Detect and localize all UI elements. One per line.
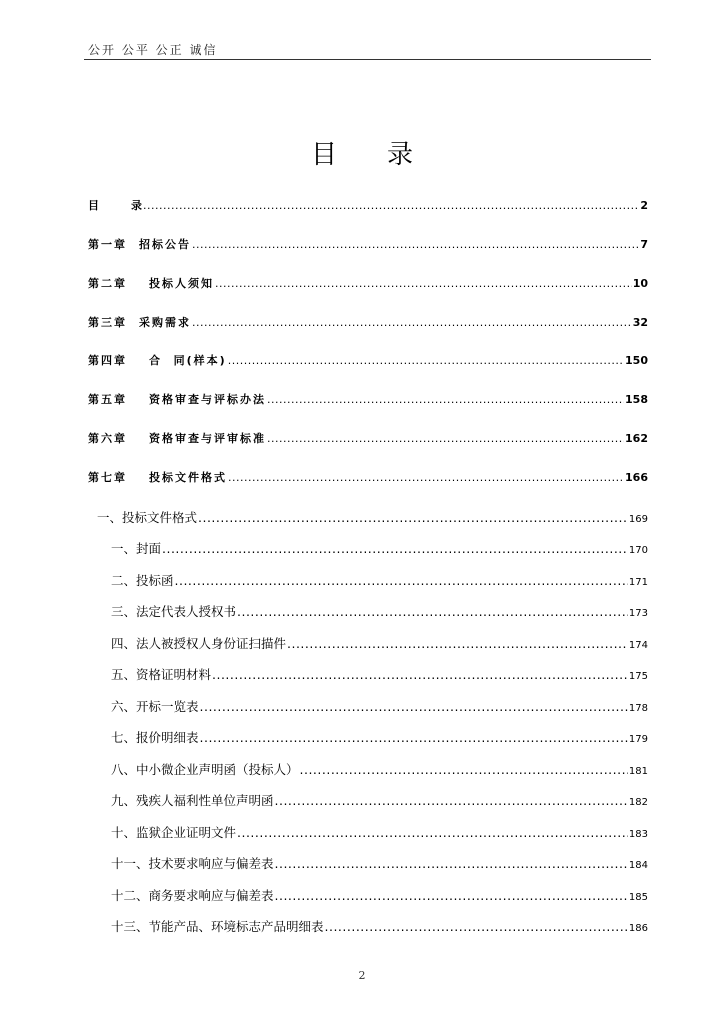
toc-entry-chapter-6[interactable] bbox=[88, 430, 648, 446]
dot-leader bbox=[275, 793, 628, 808]
item-title: 十二、商务要求响应与偏差表 bbox=[111, 888, 274, 903]
toc-entry-chapter-7[interactable] bbox=[88, 469, 648, 485]
page-number: 170 bbox=[628, 545, 648, 556]
item-title: 十、监狱企业证明文件 bbox=[111, 825, 237, 840]
page-number: 179 bbox=[628, 734, 648, 745]
header-motto: 公开 公平 公正 诚信 bbox=[88, 43, 218, 57]
toc-title-char-2: 录 bbox=[387, 140, 464, 170]
toc-entry-section[interactable] bbox=[97, 508, 648, 526]
item-title: 六、开标一览表 bbox=[111, 699, 199, 714]
item-title: 三、法定代表人授权书 bbox=[111, 604, 237, 619]
page-number: 158 bbox=[625, 393, 648, 406]
dot-leader bbox=[275, 856, 628, 871]
dot-leader bbox=[237, 825, 628, 840]
toc-entry-chapter-5[interactable] bbox=[88, 391, 648, 407]
toc-entry-chapter-1[interactable] bbox=[88, 236, 648, 252]
page-number: 181 bbox=[628, 766, 648, 777]
dot-leader bbox=[143, 199, 639, 212]
toc-entry-item[interactable] bbox=[111, 602, 648, 620]
dot-leader bbox=[192, 238, 639, 251]
toc-title-char-1: 目 bbox=[310, 140, 387, 170]
dot-leader bbox=[200, 730, 628, 745]
page-number: 32 bbox=[632, 316, 648, 329]
page-number: 175 bbox=[628, 671, 648, 682]
toc-entry-item[interactable] bbox=[111, 634, 648, 652]
toc-entry-item[interactable] bbox=[111, 665, 648, 683]
toc-entry-chapter-3[interactable] bbox=[88, 314, 648, 330]
dot-leader bbox=[198, 510, 628, 525]
toc-entry-contents[interactable] bbox=[88, 197, 648, 213]
item-title: 二、投标函 bbox=[111, 573, 174, 588]
toc-entry-item[interactable] bbox=[111, 823, 648, 841]
toc-entry-item[interactable] bbox=[111, 886, 648, 904]
toc-entry-chapter-2[interactable] bbox=[88, 275, 648, 291]
toc-entry-item[interactable] bbox=[111, 854, 648, 872]
chapter-number: 第二章 bbox=[88, 277, 127, 290]
item-title: 十三、节能产品、环境标志产品明细表 bbox=[111, 919, 324, 934]
chapter-title: 合 同(样本) bbox=[149, 354, 227, 367]
dot-leader bbox=[212, 667, 628, 682]
dot-leader bbox=[275, 888, 628, 903]
item-title: 五、资格证明材料 bbox=[111, 667, 212, 682]
item-title: 十一、技术要求响应与偏差表 bbox=[111, 856, 274, 871]
dot-leader bbox=[325, 919, 628, 934]
page-number: 182 bbox=[628, 797, 648, 808]
page-number: 162 bbox=[625, 432, 648, 445]
page-number: 178 bbox=[628, 703, 648, 714]
dot-leader bbox=[228, 354, 624, 367]
chapter-title: 资格审查与评审标准 bbox=[149, 432, 266, 445]
chapter-number: 第四章 bbox=[88, 354, 127, 367]
dot-leader bbox=[162, 541, 628, 556]
chapter-title: 录 bbox=[131, 199, 142, 212]
dot-leader bbox=[215, 277, 632, 290]
footer-page-number: 2 bbox=[358, 969, 366, 982]
page-number: 184 bbox=[628, 860, 648, 871]
dot-leader bbox=[175, 573, 628, 588]
chapter-number: 第五章 bbox=[88, 393, 127, 406]
page-number: 150 bbox=[625, 354, 648, 367]
chapter-title: 资格审查与评标办法 bbox=[149, 393, 266, 406]
item-title: 一、封面 bbox=[111, 541, 162, 556]
toc-entry-item[interactable] bbox=[111, 571, 648, 589]
dot-leader bbox=[192, 316, 632, 329]
chapter-title: 投标人须知 bbox=[149, 277, 214, 290]
dot-leader bbox=[228, 471, 624, 484]
page-number: 185 bbox=[628, 892, 648, 903]
item-title: 四、法人被授权人身份证扫描件 bbox=[111, 636, 287, 651]
page-number: 186 bbox=[628, 923, 648, 934]
dot-leader bbox=[300, 762, 628, 777]
toc-entry-item[interactable] bbox=[111, 760, 648, 778]
page-number: 169 bbox=[628, 514, 648, 525]
page-number: 7 bbox=[640, 238, 648, 251]
page-number: 10 bbox=[632, 277, 648, 290]
item-title: 八、中小微企业声明函（投标人） bbox=[111, 762, 299, 777]
page-number: 171 bbox=[628, 577, 648, 588]
chapter-title: 投标文件格式 bbox=[149, 471, 227, 484]
toc-entry-item[interactable] bbox=[111, 791, 648, 809]
chapter-number: 第六章 bbox=[88, 432, 127, 445]
page-number: 183 bbox=[628, 829, 648, 840]
dot-leader bbox=[267, 432, 624, 445]
item-title: 七、报价明细表 bbox=[111, 730, 199, 745]
chapter-number: 第七章 bbox=[88, 471, 127, 484]
dot-leader bbox=[287, 636, 628, 651]
page-number: 174 bbox=[628, 640, 648, 651]
page-number: 166 bbox=[625, 471, 648, 484]
page-number: 173 bbox=[628, 608, 648, 619]
page-number: 2 bbox=[640, 199, 648, 212]
chapter-number: 目 bbox=[88, 199, 99, 212]
section-title: 一、投标文件格式 bbox=[97, 510, 198, 525]
chapter-number: 第一章 bbox=[88, 238, 127, 251]
chapter-number: 第三章 bbox=[88, 316, 127, 329]
toc-entry-item[interactable] bbox=[111, 728, 648, 746]
item-title: 九、残疾人福利性单位声明函 bbox=[111, 793, 274, 808]
toc-entry-item[interactable] bbox=[111, 917, 648, 935]
dot-leader bbox=[267, 393, 624, 406]
chapter-title: 招标公告 bbox=[139, 238, 191, 251]
toc-entry-chapter-4[interactable] bbox=[88, 352, 648, 368]
toc-entry-item[interactable] bbox=[111, 539, 648, 557]
toc-entry-item[interactable] bbox=[111, 697, 648, 715]
dot-leader bbox=[200, 699, 628, 714]
dot-leader bbox=[237, 604, 628, 619]
chapter-title: 采购需求 bbox=[139, 316, 191, 329]
